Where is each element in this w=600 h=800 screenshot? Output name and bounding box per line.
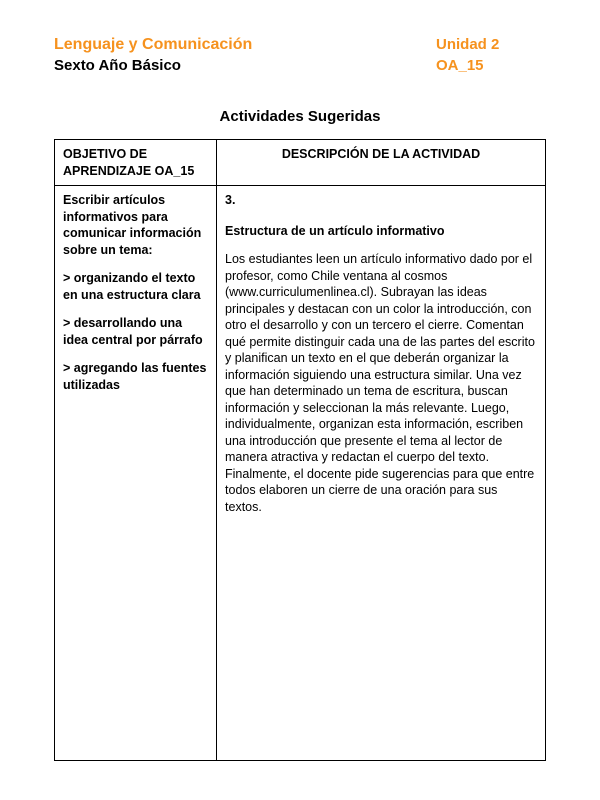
grade-level: Sexto Año Básico	[54, 56, 181, 74]
table-body-row	[55, 186, 546, 761]
activity-body-text: Los estudiantes leen un artículo informativo dado por el profesor, como Chile ventana al cosmos (www.curriculumenlinea.cl). Subrayan las ideas principales y destacan con un color la introducción, con otro el desarrollo y con un tercero el cierre. Comentan qué permite distinguir cada una de las partes del escrito y planifican un texto en el que deberán organizar la información siguiendo una estructura similar. Una vez que han determinado un tema de escritura, buscan información y seleccionan la más relevante. Luego, individualmente, organizan esta información, escriben una introducción que presente el tema al lector de manera atractiva y redactan el cuerpo del texto. Finalmente, el docente pide sugerencias para que entre todos elaboren un cierre de una oración para sus textos.	[225, 252, 535, 514]
unit-label: Unidad 2	[436, 36, 500, 53]
oa-code-label: OA_15	[436, 57, 484, 74]
activity-number: 3.	[225, 193, 236, 207]
document-header	[54, 34, 546, 76]
activities-table	[54, 139, 546, 761]
header-right-column	[436, 34, 546, 76]
objective-column-header: OBJETIVO DE APRENDIZAJE OA_15	[55, 140, 217, 186]
activity-description-cell	[217, 186, 546, 761]
objective-bullet-1: > organizando el texto en una estructura clara	[63, 271, 201, 302]
subject-title: Lenguaje y Comunicación	[54, 36, 253, 53]
learning-objective-cell	[55, 186, 217, 761]
objective-bullet-3: > agregando las fuentes utilizadas	[63, 361, 207, 392]
activity-title: Estructura de un artículo informativo	[225, 223, 445, 238]
table-header-row	[55, 140, 546, 186]
objective-intro: Escribir artículos informativos para comunicar información sobre un tema:	[63, 193, 202, 257]
page-title: Actividades Sugeridas	[219, 108, 381, 125]
objective-bullet-2: > desarrollando una idea central por párrafo	[63, 316, 203, 347]
description-column-header: DESCRIPCIÓN DE LA ACTIVIDAD	[217, 140, 546, 186]
header-left-column	[54, 34, 252, 76]
